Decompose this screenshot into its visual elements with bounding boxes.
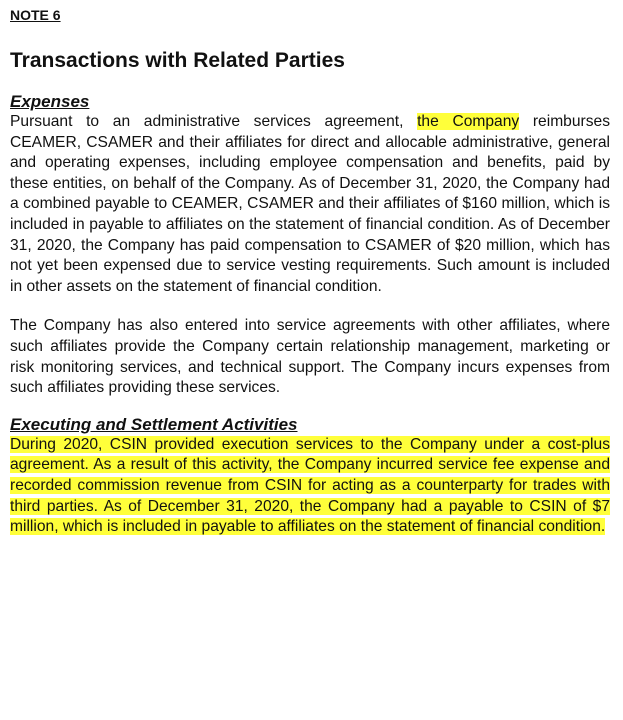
expenses-paragraph-2: The Company has also entered into service agreements with other affiliates, where such affiliates provide the Company certain relationship management, marketing or risk monitoring services, and technical support. The Company incurs expenses from such affiliates providing these services.: [10, 317, 610, 397]
note-label: NOTE 6: [10, 7, 61, 23]
expenses-heading: Expenses: [10, 92, 90, 111]
note-title: Transactions with Related Parties: [10, 49, 345, 72]
highlighted-text: the Company: [417, 113, 520, 130]
expenses-paragraph-1-rest: reimburses CEAMER, CSAMER and their affiliates for direct and allocable administrative, general and operating expenses, including employee compensation and benefits, paid by these entities, on behalf of the Company. As of December 31, 2020, the Company had a combined payable to CEAMER, CSAMER and their affiliates of $160 million, which is included in payable to affiliates on the statement of financial condition. As of December 31, 2020, the Company has paid compensation to CSAMER of $20 million, which has not yet been expensed due to service vesting requirements. Such amount is included in other assets on the statement of financial condition.: [10, 113, 610, 295]
highlighted-text: During 2020, CSIN provided execution services to the Company under a cost-plus agreement. As a result of this activity, the Company incurred service fee expense and recorded commission revenue from CSIN for acting as a counterparty for trades with third parties. As of December 31, 2020, the Company had a payable to CSIN of $7 million, which is included in payable to affiliates on the statement of financial condition.: [10, 435, 610, 536]
executing-paragraph: [10, 435, 610, 538]
document-page: [10, 6, 610, 538]
expenses-paragraph-1-start: Pursuant to an administrative services agreement,: [10, 113, 418, 130]
executing-heading: Executing and Settlement Activities: [10, 414, 298, 434]
expenses-paragraph-1: [10, 112, 610, 297]
